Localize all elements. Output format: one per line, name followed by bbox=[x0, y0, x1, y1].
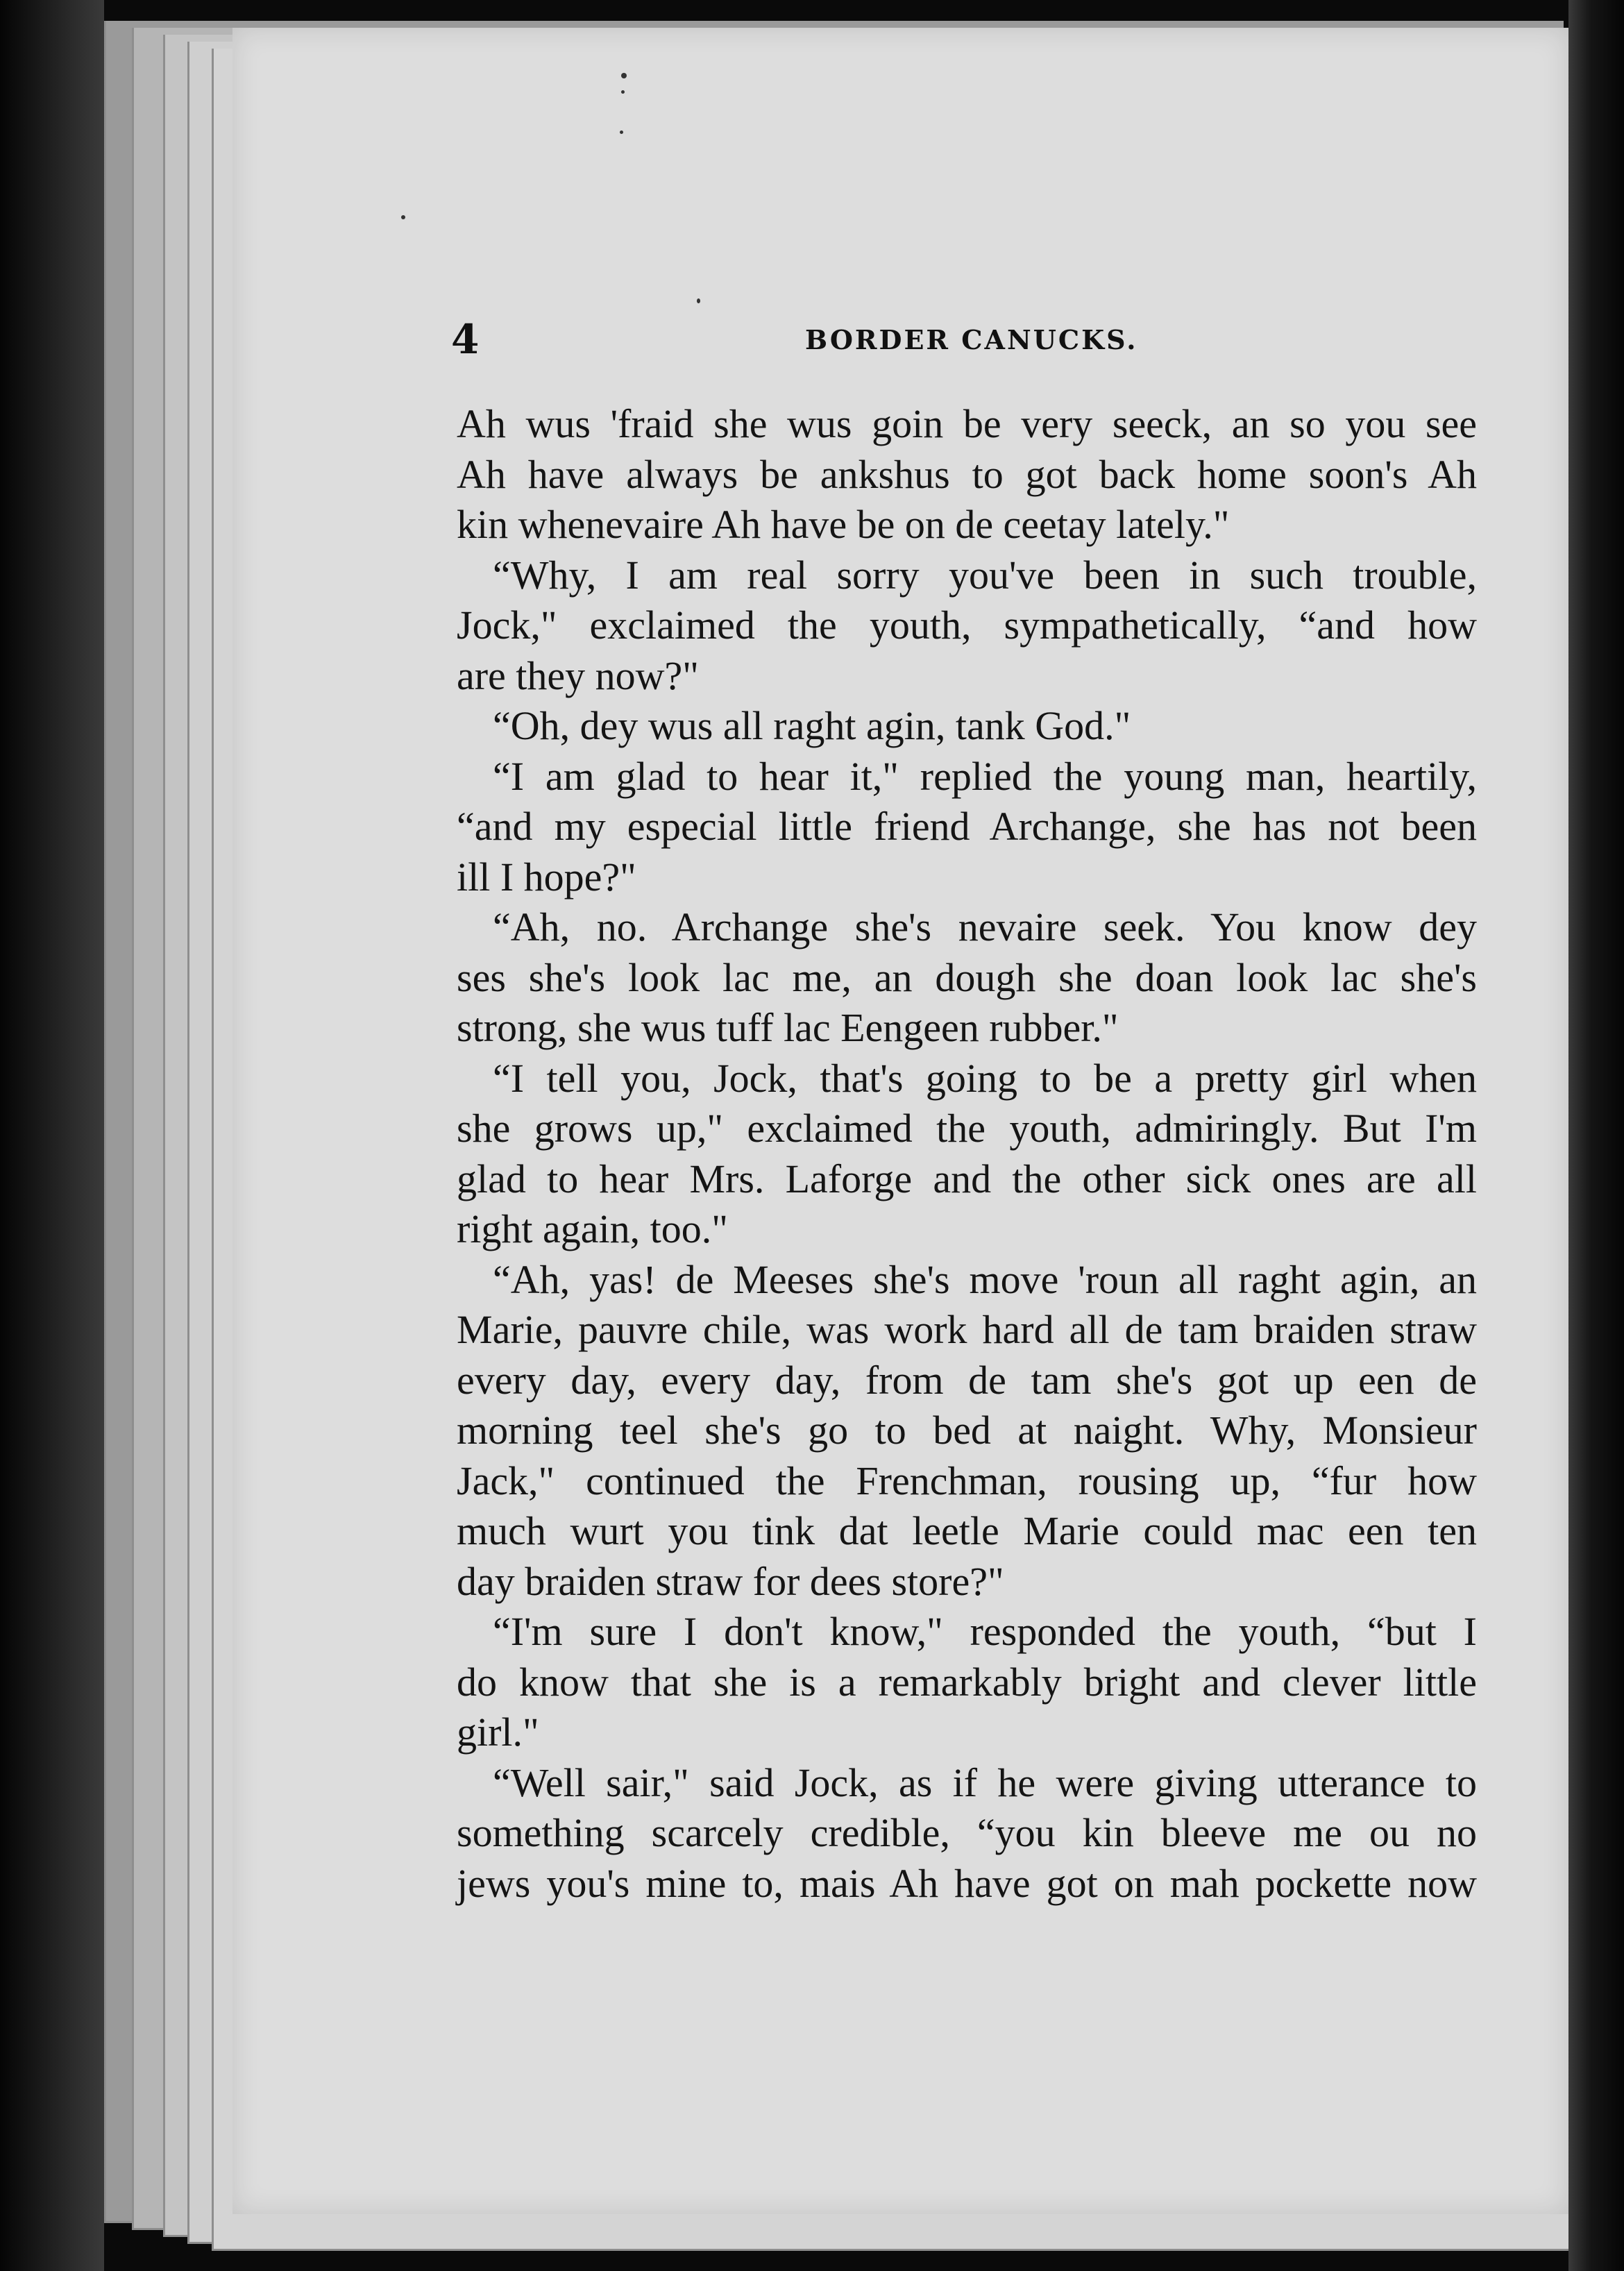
text-line: “I'm sure I don't know," responded the youth, “but I bbox=[493, 1609, 1477, 1654]
text-line: ses she's look lac me, an dough she doan look lac she's bbox=[457, 954, 1477, 1000]
text-line: are they now?" bbox=[457, 652, 699, 698]
text-line: “Ah, no. Archange she's nevaire seek. You know dey bbox=[493, 904, 1477, 949]
paragraph bbox=[457, 1607, 1477, 1758]
book-right-edge bbox=[1568, 0, 1624, 2271]
ink-speck bbox=[621, 90, 625, 94]
paragraph bbox=[457, 550, 1477, 702]
text-line: “Well sair," said Jock, as if he were giving utterance to bbox=[493, 1759, 1477, 1805]
text-line: morning teel she's go to bed at naight. Why, Monsieur bbox=[457, 1408, 1477, 1453]
paragraph bbox=[457, 701, 1477, 752]
text-line: girl." bbox=[457, 1709, 539, 1755]
text-line: “I am glad to hear it," replied the young man, heartily, bbox=[493, 753, 1477, 799]
text-line: “I tell you, Jock, that's going to be a pretty girl when bbox=[493, 1055, 1477, 1101]
paragraph bbox=[457, 1054, 1477, 1255]
text-line: much wurt you tink dat leetle Marie could mac een ten bbox=[457, 1508, 1477, 1553]
ink-speck bbox=[620, 130, 623, 134]
paragraph bbox=[457, 1758, 1477, 1909]
paragraph bbox=[457, 399, 1477, 550]
body-text bbox=[457, 399, 1477, 1909]
ink-speck bbox=[697, 298, 700, 303]
text-line: right again, too." bbox=[457, 1206, 728, 1251]
book-spine-edge bbox=[0, 0, 104, 2271]
text-line: Ah wus 'fraid she wus goin be very seeck, an so you see bbox=[457, 401, 1477, 446]
page-header bbox=[451, 316, 1478, 364]
text-line: “Oh, dey wus all raght agin, tank God." bbox=[493, 703, 1131, 748]
page-number: 4 bbox=[451, 316, 480, 363]
text-line: “Ah, yas! de Meeses she's move 'roun all raght agin, an bbox=[493, 1256, 1477, 1302]
text-line: strong, she wus tuff lac Eengeen rubber." bbox=[457, 1005, 1119, 1050]
text-line: Jock," exclaimed the youth, sympathetically, “and how bbox=[457, 602, 1477, 648]
paragraph bbox=[457, 1255, 1477, 1607]
text-line: “and my especial little friend Archange, she has not been bbox=[457, 804, 1477, 849]
text-line: do know that she is a remarkably bright and clever little bbox=[457, 1659, 1477, 1705]
running-head: BORDER CANUCKS. bbox=[805, 324, 1138, 355]
text-line: she grows up," exclaimed the youth, admiringly. But I'm bbox=[457, 1106, 1477, 1151]
paragraph bbox=[457, 752, 1477, 903]
text-line: jews you's mine to, mais Ah have got on mah pockette now bbox=[457, 1860, 1477, 1906]
text-line: Jack," continued the Frenchman, rousing up, “fur how bbox=[457, 1458, 1477, 1503]
text-line: “Why, I am real sorry you've been in such trouble, bbox=[493, 552, 1477, 598]
text-line: day braiden straw for dees store?" bbox=[457, 1558, 1004, 1604]
text-line: ill I hope?" bbox=[457, 854, 636, 900]
text-line: glad to hear Mrs. Laforge and the other sick ones are all bbox=[457, 1156, 1477, 1201]
text-line: something scarcely credible, “you kin bleeve me ou no bbox=[457, 1810, 1477, 1855]
text-line: every day, every day, from de tam she's got up een de bbox=[457, 1357, 1477, 1403]
text-line: Marie, pauvre chile, was work hard all de tam braiden straw bbox=[457, 1307, 1477, 1352]
ink-speck bbox=[401, 215, 405, 219]
text-line: Ah have always be ankshus to got back home soon's Ah bbox=[457, 451, 1477, 497]
paragraph bbox=[457, 902, 1477, 1054]
text-line: kin whenevaire Ah have be on de ceetay lately." bbox=[457, 502, 1230, 547]
ink-speck bbox=[621, 73, 627, 78]
